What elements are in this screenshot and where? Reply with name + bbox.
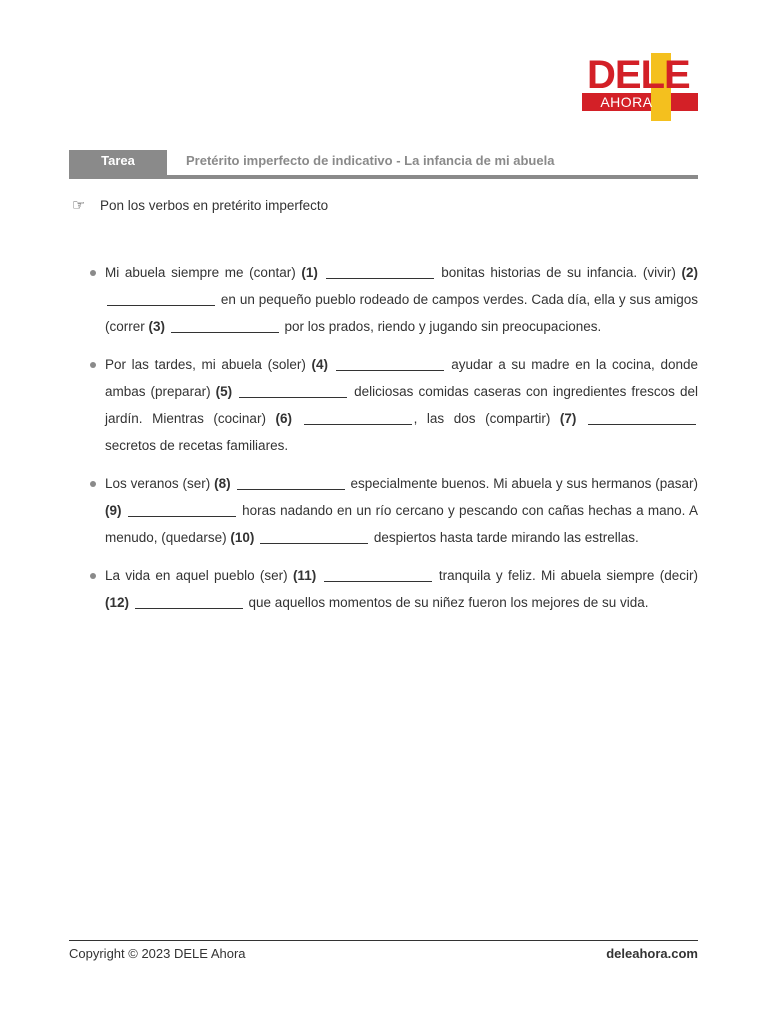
text: bonitas historias de su infancia. (vivir)	[435, 265, 682, 280]
text: despiertos hasta tarde mirando las estrellas.	[370, 530, 639, 545]
text: , las dos (compartir)	[413, 411, 560, 426]
copyright-text: Copyright © 2023 DELE Ahora	[69, 946, 246, 961]
exercise-item-4	[90, 562, 698, 616]
dele-ahora-logo	[582, 53, 700, 121]
task-header	[69, 150, 698, 179]
site-link[interactable]: deleahora.com	[606, 946, 698, 961]
answer-blank-11[interactable]	[324, 567, 432, 582]
bullet	[90, 481, 96, 487]
text: secretos de recetas familiares.	[105, 438, 289, 453]
instruction	[72, 196, 328, 214]
text: tranquila y feliz. Mi abuela siempre (decir)	[433, 568, 698, 583]
text: deliciosas comidas caseras con ingredientes frescos del jardín. Mientras (cocinar)	[105, 384, 698, 426]
blank-number-2: (2)	[681, 265, 698, 280]
answer-blank-5[interactable]	[239, 383, 347, 398]
blank-number-9: (9)	[105, 503, 122, 518]
answer-blank-4[interactable]	[336, 356, 444, 371]
text: Mi abuela siempre me (contar)	[105, 265, 302, 280]
header-divider	[69, 175, 698, 179]
instruction-text: Pon los verbos en pretérito imperfecto	[100, 198, 329, 213]
blank-number-4: (4)	[311, 357, 328, 372]
pointing-hand-icon: ☞	[72, 197, 86, 214]
exercise-item-2	[90, 351, 698, 459]
answer-blank-6[interactable]	[304, 410, 412, 425]
logo-wordmark: DELE	[587, 53, 690, 97]
answer-blank-1[interactable]	[326, 264, 434, 279]
blank-number-12: (12)	[105, 595, 130, 610]
answer-blank-12[interactable]	[135, 594, 243, 609]
logo-subtitle: AHORA	[600, 94, 653, 110]
exercise-item-1	[90, 259, 698, 340]
text: Por las tardes, mi abuela (soler)	[105, 357, 312, 372]
task-title: Pretérito imperfecto de indicativo - La infancia de mi abuela	[186, 153, 555, 168]
answer-blank-2[interactable]	[107, 291, 215, 306]
text: horas nadando en un río cercano y pescando con cañas hechas a mano. A menudo, (quedarse)	[105, 503, 698, 545]
blank-number-3: (3)	[148, 319, 165, 334]
blank-number-7: (7)	[559, 411, 577, 426]
bullet	[90, 573, 96, 579]
text: por los prados, riendo y jugando sin preocupaciones.	[280, 319, 602, 334]
text: especialmente buenos. Mi abuela y sus hermanos (pasar)	[346, 476, 698, 491]
blank-number-5: (5)	[215, 384, 233, 399]
answer-blank-8[interactable]	[237, 475, 345, 490]
answer-blank-10[interactable]	[260, 529, 368, 544]
text: ayudar a su madre en la cocina, donde ambas (preparar)	[105, 357, 698, 399]
answer-blank-3[interactable]	[171, 318, 279, 333]
exercise-list	[90, 259, 698, 627]
answer-blank-7[interactable]	[588, 410, 696, 425]
task-label: Tarea	[69, 150, 167, 175]
blank-number-1: (1)	[301, 265, 318, 280]
bullet	[90, 362, 96, 368]
bullet	[90, 270, 96, 276]
blank-number-8: (8)	[214, 476, 231, 491]
answer-blank-9[interactable]	[128, 502, 236, 517]
text: que aquellos momentos de su niñez fueron los mejores de su vida.	[244, 595, 649, 610]
footer-divider	[69, 940, 698, 941]
blank-number-11: (11)	[292, 568, 317, 583]
text: Los veranos (ser)	[105, 476, 215, 491]
exercise-item-3	[90, 470, 698, 551]
text: La vida en aquel pueblo (ser)	[105, 568, 293, 583]
blank-number-10: (10)	[230, 530, 255, 545]
blank-number-6: (6)	[275, 411, 293, 426]
text: en un pequeño pueblo rodeado de campos verdes. Cada día, ella y sus amigos (correr	[105, 292, 698, 334]
